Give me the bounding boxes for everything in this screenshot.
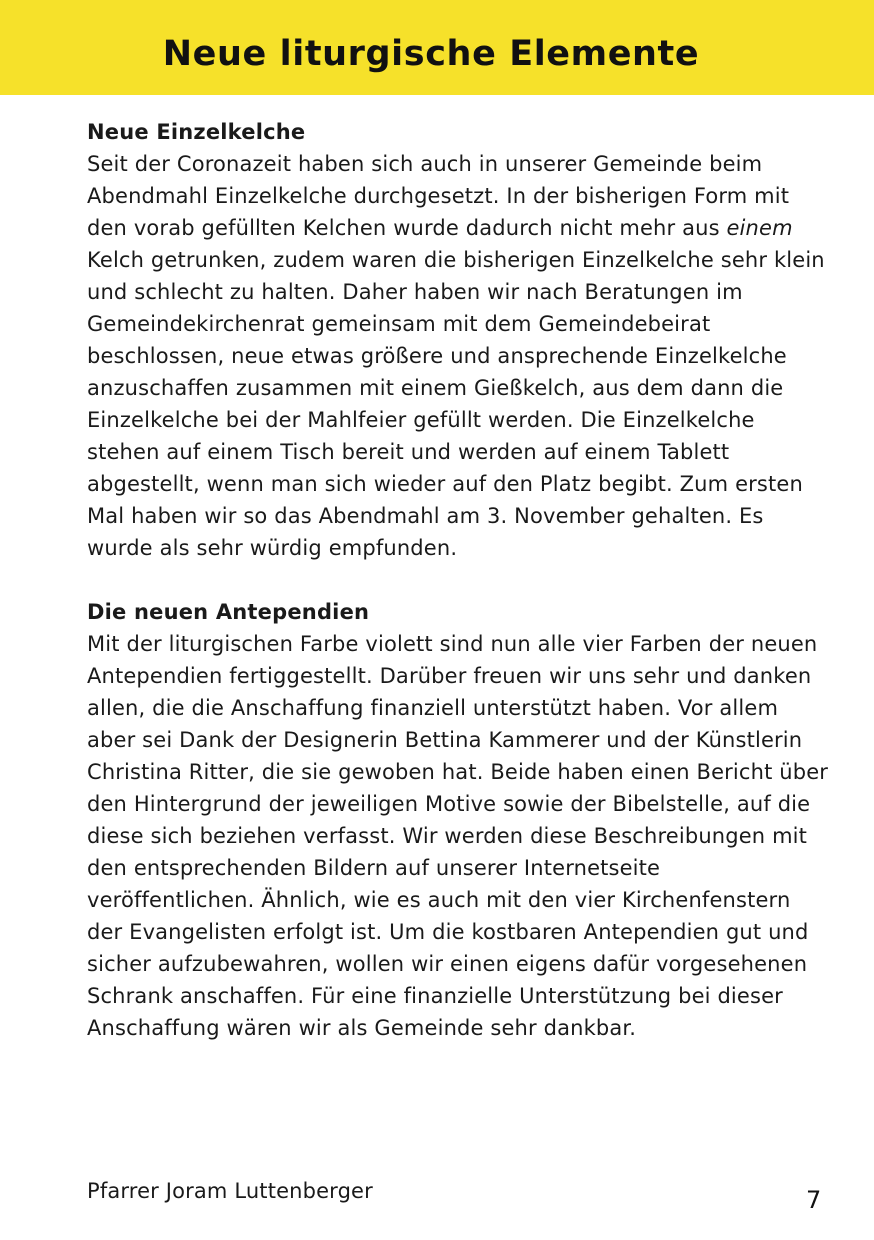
section-neue-einzelkelche [87, 116, 832, 564]
page-title: Neue liturgische Elemente [162, 34, 700, 74]
section-heading: Neue Einzelkelche [87, 120, 306, 144]
section-divider-space [87, 564, 832, 596]
header-band [0, 0, 874, 95]
body-text: Kelch getrunken, zudem waren die bisherigen Einzelkelche sehr klein und schlecht zu halten. Daher haben wir nach Beratungen im Gemeindekirchenrat gemeinsam mit dem Gemeindebeirat beschlossen, neue etwas größere und ansprechende Einzelkelche anzuschaffen zusammen mit einem Gießkelch, aus dem dann die Einzelkelche bei der Mahlfeier gefüllt werden. Die Einzelkelche stehen auf einem Tisch bereit und werden auf einem Tablett abgestellt, wenn man sich wieder auf den Platz begibt. Zum ersten Mal haben wir so das Abendmahl am 3. November gehalten. Es wurde als sehr würdig empfunden. [87, 248, 825, 560]
section-body [87, 148, 832, 564]
section-heading: Die neuen Antependien [87, 600, 370, 624]
body-text: Seit der Coronazeit haben sich auch in unserer Gemeinde beim Abendmahl Einzelkelche durchgesetzt. In der bisherigen Form mit den vorab gefüllten Kelchen wurde dadurch nicht mehr aus [87, 152, 790, 240]
section-antependien [87, 596, 832, 1044]
section-body: Mit der liturgischen Farbe violett sind nun alle vier Farben der neuen Antependien fertiggestellt. Darüber freuen wir uns sehr und danken allen, die die Anschaffung finanziell unterstützt haben. Vor allem aber sei Dank der Designerin Bettina Kammerer und der Künstlerin Christina Ritter, die sie gewoben hat. Beide haben einen Bericht über den Hintergrund der jeweiligen Motive sowie der Bibelstelle, auf die diese sich beziehen verfasst. Wir werden diese Beschreibungen mit den entsprechenden Bildern auf unserer Internetseite veröffentlichen. Ähnlich, wie es auch mit den vier Kirchenfenstern der Evangelisten erfolgt ist. Um die kostbaren Antependien gut und sicher aufzubewahren, wollen wir einen eigens dafür vorgesehenen Schrank anschaffen. Für eine finanzielle Unterstützung bei dieser Anschaffung wären wir als Gemeinde sehr dankbar. [87, 632, 829, 1040]
author-signature: Pfarrer Joram Luttenberger [87, 1179, 373, 1203]
page-number: 7 [806, 1186, 822, 1214]
article-content [87, 116, 832, 1044]
emphasized-word: einem [726, 216, 793, 240]
